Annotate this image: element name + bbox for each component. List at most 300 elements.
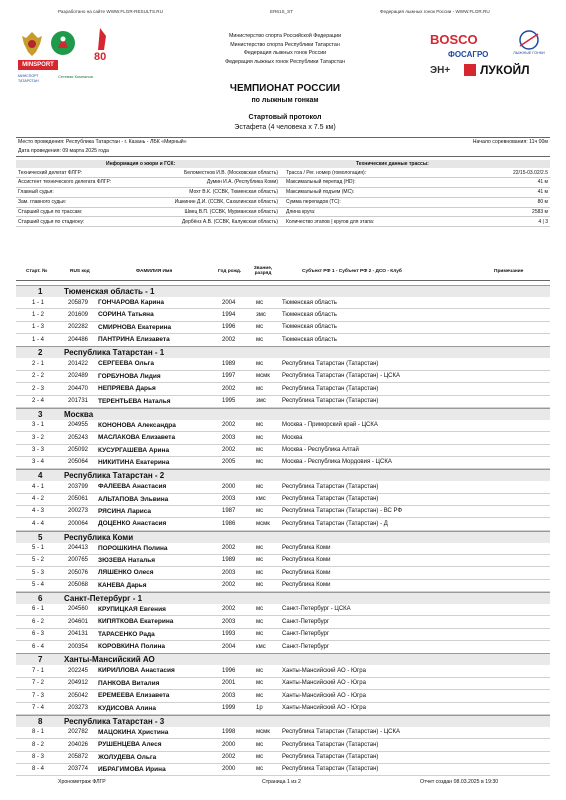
athlete-rus-code: 204413 bbox=[68, 545, 89, 552]
athlete-year: 2002 bbox=[222, 385, 236, 392]
athlete-rus-code: 205064 bbox=[68, 459, 89, 466]
top-center-text: ER61S_ST bbox=[270, 9, 293, 14]
protocol-heading bbox=[160, 113, 410, 132]
team-header bbox=[16, 408, 550, 420]
athlete-rus-code: 204912 bbox=[68, 680, 89, 687]
athlete-name: ДОЦЕНКО Анастасия bbox=[98, 520, 167, 528]
athlete-name: ПОРОШКИНА Полина bbox=[98, 544, 168, 552]
track-value: 80 м bbox=[537, 199, 548, 206]
athlete-bib: 6 - 4 bbox=[32, 643, 45, 650]
athlete-rus-code: 204026 bbox=[68, 741, 89, 748]
team-header bbox=[16, 531, 550, 543]
athlete-name: ГОНЧАРОВА Карина bbox=[98, 299, 164, 306]
athlete-row bbox=[16, 739, 550, 751]
fosagro-logo: ФОСАГРО bbox=[448, 50, 489, 59]
athlete-name: СМИРНОВА Екатерина bbox=[98, 323, 172, 331]
jury-header bbox=[16, 160, 550, 168]
athlete-rus-code: 205872 bbox=[68, 754, 89, 761]
athlete-year: 2004 bbox=[222, 643, 236, 650]
athlete-rank: мс bbox=[256, 324, 264, 331]
athlete-year: 2003 bbox=[222, 496, 236, 503]
athlete-year: 2005 bbox=[222, 459, 236, 466]
team-name: Республика Татарстан - 3 bbox=[64, 716, 165, 726]
athlete-row bbox=[16, 543, 550, 555]
athlete-bib: 1 - 2 bbox=[32, 311, 45, 318]
athlete-rus-code: 202489 bbox=[68, 373, 89, 380]
athlete-rank: мс bbox=[256, 569, 264, 576]
left-logos bbox=[18, 30, 138, 90]
setevaya-logo: Сетевая Компания bbox=[58, 74, 93, 79]
team-header bbox=[16, 346, 550, 358]
team-name: Москва bbox=[64, 409, 94, 419]
start-time-text: Начало соревнования: 11ч 00м bbox=[472, 139, 548, 145]
athlete-region: Республика Татарстан (Татарстан) bbox=[282, 754, 379, 761]
team-name: Тюменская область - 1 bbox=[64, 287, 155, 296]
athlete-name: НЕПРЯЕВА Дарья bbox=[98, 385, 156, 393]
track-param: Максимальный перепад (HD): bbox=[286, 179, 356, 186]
track-value: 4 | 3 bbox=[538, 218, 548, 225]
athlete-row bbox=[16, 494, 550, 506]
athlete-year: 2003 bbox=[222, 692, 236, 699]
athlete-year: 1989 bbox=[222, 360, 236, 367]
athlete-rank: мс bbox=[256, 299, 264, 306]
athlete-region: Москва bbox=[282, 434, 303, 441]
sport-tatarstan-logo: МИНСПОРТ ТАТАРСТАН bbox=[18, 74, 39, 83]
athlete-year: 2003 bbox=[222, 569, 236, 576]
team-block bbox=[16, 592, 550, 653]
athlete-rank: мс bbox=[256, 582, 264, 589]
athlete-row bbox=[16, 764, 550, 776]
athlete-rus-code: 203273 bbox=[68, 705, 89, 712]
track-param: Максимальный подъем (MC): bbox=[286, 189, 355, 196]
team-header bbox=[16, 653, 550, 665]
athlete-region: Республика Татарстан (Татарстан) - ЦСКА bbox=[282, 373, 401, 380]
athlete-bib: 4 - 4 bbox=[32, 520, 45, 527]
athlete-name: ПАНТРИНА Елизавета bbox=[98, 336, 170, 344]
jury-row bbox=[16, 217, 550, 227]
team-header bbox=[16, 715, 550, 727]
jury-table bbox=[16, 160, 550, 227]
athlete-rus-code: 205092 bbox=[68, 447, 89, 454]
athlete-region: Санкт-Петербург bbox=[282, 618, 330, 625]
track-value: 2583 м bbox=[532, 209, 548, 216]
team-block bbox=[16, 469, 550, 530]
jury-name: Беломестнов И.В. (Московская область) bbox=[184, 169, 278, 176]
col-name: ФАМИЛИЯ Имя bbox=[136, 269, 173, 274]
jury-row bbox=[16, 178, 550, 188]
athlete-bib: 2 - 4 bbox=[32, 398, 45, 405]
athlete-name: ЛЯШЕНКО Олеся bbox=[98, 569, 154, 577]
athlete-row bbox=[16, 457, 550, 469]
athlete-name: ЕРЕМЕЕВА Елизавета bbox=[98, 692, 170, 700]
athlete-row bbox=[16, 358, 550, 370]
footer-left: Хронометраж ФЛГР bbox=[58, 779, 106, 785]
athlete-row bbox=[16, 616, 550, 628]
athlete-name: КРУПИЦКАЯ Евгения bbox=[98, 605, 166, 613]
athlete-region: Республика Татарстан (Татарстан) bbox=[282, 385, 379, 392]
athlete-rus-code: 204601 bbox=[68, 618, 89, 625]
jury-row bbox=[16, 198, 550, 208]
athlete-rank: мс bbox=[256, 545, 264, 552]
athlete-region: Ханты-Мансийский АО - Югра bbox=[282, 667, 366, 674]
athlete-region: Ханты-Мансийский АО - Югра bbox=[282, 692, 366, 699]
athlete-name: РЯСИНА Лариса bbox=[98, 507, 152, 515]
athlete-row bbox=[16, 752, 550, 764]
athlete-rus-code: 202782 bbox=[68, 729, 89, 736]
athlete-rus-code: 200273 bbox=[68, 508, 89, 515]
athlete-row bbox=[16, 396, 550, 408]
athlete-rank: мс bbox=[256, 667, 264, 674]
athlete-name: ЖОЛУДЕВА Ольга bbox=[98, 753, 157, 761]
athlete-rank: мс bbox=[256, 422, 264, 429]
athlete-rus-code: 205076 bbox=[68, 569, 89, 576]
athlete-bib: 8 - 3 bbox=[32, 754, 45, 761]
lukoil-mark-icon bbox=[464, 64, 476, 76]
athlete-year: 2002 bbox=[222, 336, 236, 343]
athlete-year: 2002 bbox=[222, 545, 236, 552]
team-number: 6 bbox=[38, 593, 43, 603]
col-region: Субъект РФ 1 - Субъект РФ 2 - ДСО - Клуб bbox=[302, 269, 402, 274]
athlete-bib: 5 - 2 bbox=[32, 557, 45, 564]
athlete-row bbox=[16, 445, 550, 457]
athlete-region: Москва - Приморский край - ЦСКА bbox=[282, 422, 378, 429]
athlete-name: МАСЛАКОВА Елизавета bbox=[98, 434, 176, 442]
team-number: 3 bbox=[38, 409, 43, 419]
team-number: 5 bbox=[38, 532, 43, 542]
athlete-region: Республика Татарстан (Татарстан) bbox=[282, 483, 379, 490]
athlete-year: 1994 bbox=[222, 311, 236, 318]
athlete-bib: 6 - 3 bbox=[32, 631, 45, 638]
track-value: 22/15-03.02/2.5 bbox=[512, 169, 548, 176]
athlete-region: Республика Татарстан (Татарстан) - ЦСКА bbox=[282, 729, 401, 736]
athlete-rus-code: 202245 bbox=[68, 667, 89, 674]
team-header bbox=[16, 469, 550, 481]
athlete-row bbox=[16, 309, 550, 321]
athlete-name: КИРИЛЛОВА Анастасия bbox=[98, 667, 175, 675]
jury-row bbox=[16, 188, 550, 198]
athlete-row bbox=[16, 580, 550, 592]
athlete-bib: 8 - 4 bbox=[32, 766, 45, 773]
jury-header-left: Информация о жюри и ГСК: bbox=[106, 161, 176, 167]
athlete-name: ПАНКОВА Виталия bbox=[98, 679, 160, 687]
athlete-rank: мс bbox=[256, 692, 264, 699]
athlete-rank: мс bbox=[256, 336, 264, 343]
track-param: Длина круга: bbox=[286, 209, 316, 216]
athlete-rank: мс bbox=[256, 447, 264, 454]
athlete-bib: 7 - 3 bbox=[32, 692, 45, 699]
divider bbox=[16, 137, 550, 138]
athlete-row bbox=[16, 678, 550, 690]
athlete-row bbox=[16, 727, 550, 739]
athlete-bib: 4 - 3 bbox=[32, 508, 45, 515]
athlete-name: ТАРАСЕНКО Рада bbox=[98, 630, 155, 638]
minsport-logo: MINSPORT bbox=[18, 60, 58, 70]
jury-header-right: Технические данные трассы: bbox=[356, 161, 429, 167]
athlete-row bbox=[16, 629, 550, 641]
page-title: ЧЕМПИОНАТ РОССИИ bbox=[229, 83, 341, 94]
athlete-name: ГОРБУНОВА Лидия bbox=[98, 372, 161, 380]
athlete-rus-code: 203799 bbox=[68, 483, 89, 490]
athlete-rank: мс bbox=[256, 459, 264, 466]
athlete-bib: 6 - 1 bbox=[32, 606, 45, 613]
athlete-year: 1996 bbox=[222, 324, 236, 331]
top-right-text: Федерация лыжных гонок России - WWW.FLGR.RU bbox=[380, 9, 490, 14]
athlete-region: Санкт-Петербург - ЦСКА bbox=[282, 606, 351, 613]
athlete-rank: кмс bbox=[256, 643, 266, 650]
tatarstan-logo-icon bbox=[50, 30, 76, 56]
col-year: Год рожд. bbox=[218, 269, 242, 274]
athlete-region: Республика Татарстан (Татарстан) bbox=[282, 360, 379, 367]
jury-role: Старший судья по трассам: bbox=[18, 209, 83, 216]
athlete-name: КУДИСОВА Алина bbox=[98, 704, 156, 712]
team-number: 8 bbox=[38, 716, 43, 726]
jury-name: Ишкинин Д.И. (ССВК, Сахалинская область) bbox=[174, 199, 278, 206]
athlete-rank: мс bbox=[256, 434, 264, 441]
athlete-region: Тюменская область bbox=[282, 324, 337, 331]
top-left-text: Разработано на сайте WWW.FLGR-RESULTS.RU bbox=[58, 9, 163, 14]
athlete-region: Республика Татарстан (Татарстан) - ВС РФ bbox=[282, 508, 403, 515]
athlete-bib: 8 - 2 bbox=[32, 741, 45, 748]
athlete-year: 2000 bbox=[222, 766, 236, 773]
athlete-row bbox=[16, 567, 550, 579]
athlete-row bbox=[16, 334, 550, 346]
athlete-bib: 7 - 2 bbox=[32, 680, 45, 687]
athlete-bib: 4 - 1 bbox=[32, 483, 45, 490]
athlete-rus-code: 204560 bbox=[68, 606, 89, 613]
athlete-year: 1989 bbox=[222, 557, 236, 564]
jury-row bbox=[16, 168, 550, 178]
athlete-region: Санкт-Петербург bbox=[282, 631, 330, 638]
athlete-rank: мс bbox=[256, 741, 264, 748]
athlete-year: 1998 bbox=[222, 729, 236, 736]
athlete-bib: 1 - 4 bbox=[32, 336, 45, 343]
athlete-year: 2002 bbox=[222, 422, 236, 429]
athlete-region: Республика Коми bbox=[282, 582, 331, 589]
athlete-rus-code: 204486 bbox=[68, 336, 89, 343]
team-block bbox=[16, 653, 550, 714]
athlete-region: Тюменская область bbox=[282, 311, 337, 318]
col-note: Примечание bbox=[494, 269, 524, 274]
right-logos bbox=[430, 32, 550, 92]
athlete-region: Тюменская область bbox=[282, 299, 337, 306]
team-name: Республика Татарстан - 2 bbox=[64, 471, 165, 481]
team-name: Республика Татарстан - 1 bbox=[64, 348, 165, 358]
athlete-bib: 5 - 4 bbox=[32, 582, 45, 589]
athlete-bib: 5 - 1 bbox=[32, 545, 45, 552]
athlete-rank: мс bbox=[256, 680, 264, 687]
athlete-name: ФАЛЕЕВА Анастасия bbox=[98, 483, 167, 491]
athlete-name: АЛЬТАПОВА Эльвина bbox=[98, 495, 169, 503]
jury-row bbox=[16, 208, 550, 218]
athlete-year: 1997 bbox=[222, 373, 236, 380]
athlete-region: Ханты-Мансийский АО - Югра bbox=[282, 680, 366, 687]
athlete-year: 2000 bbox=[222, 741, 236, 748]
venue-text: Место проведения: Республика Татарстан - г. Казань - ЛБК «Мирный» bbox=[18, 139, 187, 145]
athlete-row bbox=[16, 383, 550, 395]
athlete-region: Москва - Республика Мордовия - ЦСКА bbox=[282, 459, 392, 466]
jury-name: Мохт В.К. (ССВК, Тюменская область) bbox=[189, 189, 278, 196]
footer-right: Отчет создан 08.03.2025 в 19:30 bbox=[420, 779, 499, 785]
athlete-bib: 3 - 2 bbox=[32, 434, 45, 441]
athlete-rus-code: 201422 bbox=[68, 360, 89, 367]
athlete-rus-code: 201731 bbox=[68, 398, 89, 405]
team-header bbox=[16, 285, 550, 297]
divider bbox=[16, 156, 550, 157]
athlete-bib: 6 - 2 bbox=[32, 618, 45, 625]
organizers bbox=[160, 32, 410, 66]
athlete-rus-code: 203774 bbox=[68, 766, 89, 773]
team-name: Ханты-Мансийский АО bbox=[64, 655, 155, 665]
athlete-region: Санкт-Петербург bbox=[282, 643, 330, 650]
athlete-bib: 3 - 4 bbox=[32, 459, 45, 466]
athlete-rus-code: 201609 bbox=[68, 311, 89, 318]
team-number: 7 bbox=[38, 655, 43, 665]
team-header bbox=[16, 592, 550, 604]
page-subtitle: по лыжным гонкам bbox=[251, 97, 319, 104]
ski-federation-text: ЛЫЖНЫЕ ГОНКИ bbox=[513, 51, 545, 55]
athlete-rank: мс bbox=[256, 385, 264, 392]
date-line bbox=[18, 148, 548, 154]
athlete-row bbox=[16, 481, 550, 493]
athlete-bib: 3 - 1 bbox=[32, 422, 45, 429]
team-block bbox=[16, 531, 550, 592]
athlete-year: 2003 bbox=[222, 434, 236, 441]
athlete-name: ЗЮЗЕВА Наталья bbox=[98, 556, 156, 564]
jury-role: Главный судья: bbox=[18, 189, 54, 196]
athlete-bib: 8 - 1 bbox=[32, 729, 45, 736]
athlete-rank: мс bbox=[256, 508, 264, 515]
athlete-year: 1987 bbox=[222, 508, 236, 515]
athlete-rus-code: 204955 bbox=[68, 422, 89, 429]
jury-role: Технический делегат ФЛГР: bbox=[18, 169, 83, 176]
athlete-rus-code: 205068 bbox=[68, 582, 89, 589]
athlete-rank: мс bbox=[256, 618, 264, 625]
athlete-rus-code: 200064 bbox=[68, 520, 89, 527]
date-text: Дата проведения: 09 марта 2025 года bbox=[18, 148, 109, 154]
protocol-title: Стартовый протокол bbox=[248, 114, 322, 121]
athlete-region: Москва - Республика Алтай bbox=[282, 447, 359, 454]
athlete-name: НИКИТИНА Екатерина bbox=[98, 458, 170, 466]
athlete-name: ИБРАГИМОВА Ирина bbox=[98, 765, 166, 773]
col-bib: Старт. № bbox=[26, 269, 48, 274]
track-param: Количество этапов | кругов для этапа: bbox=[286, 218, 375, 225]
athlete-rus-code: 204470 bbox=[68, 385, 89, 392]
athlete-bib: 2 - 3 bbox=[32, 385, 45, 392]
col-rank: Звание, разряд bbox=[253, 266, 273, 276]
athlete-name: РУШЕНЦЕВА Алеся bbox=[98, 741, 162, 749]
athlete-row bbox=[16, 371, 550, 383]
column-header bbox=[16, 266, 550, 281]
athlete-rank: кмс bbox=[256, 496, 266, 503]
athlete-year: 1993 bbox=[222, 631, 236, 638]
athlete-row bbox=[16, 690, 550, 702]
athlete-rank: мс bbox=[256, 766, 264, 773]
athlete-row bbox=[16, 604, 550, 616]
team-number: 4 bbox=[38, 471, 43, 481]
athlete-name: СОРИНА Татьяна bbox=[98, 311, 154, 319]
athlete-rank: мсмк bbox=[256, 520, 270, 527]
athlete-rank: мс bbox=[256, 483, 264, 490]
athlete-name: КУСУРГАШЕВА Арина bbox=[98, 446, 170, 454]
sport-80-logo-icon bbox=[88, 26, 124, 66]
team-name: Санкт-Петербург - 1 bbox=[64, 593, 143, 603]
athlete-year: 2002 bbox=[222, 606, 236, 613]
bosco-logo: BOSCO bbox=[430, 32, 478, 47]
team-block bbox=[16, 715, 550, 776]
team-name: Республика Коми bbox=[64, 532, 134, 542]
athlete-year: 2001 bbox=[222, 680, 236, 687]
athlete-rank: мс bbox=[256, 360, 264, 367]
athlete-region: Республика Татарстан (Татарстан) bbox=[282, 398, 379, 405]
athlete-region: Тюменская область bbox=[282, 336, 337, 343]
athlete-row bbox=[16, 297, 550, 309]
athlete-year: 2002 bbox=[222, 582, 236, 589]
track-value: 41 м bbox=[537, 189, 548, 196]
track-param: Трасса / Рег. номер (гомологация): bbox=[286, 169, 367, 176]
ski-federation-logo-icon bbox=[512, 30, 546, 60]
athlete-rus-code: 205042 bbox=[68, 692, 89, 699]
athlete-bib: 4 - 2 bbox=[32, 496, 45, 503]
athlete-rus-code: 204131 bbox=[68, 631, 89, 638]
athlete-bib: 2 - 1 bbox=[32, 360, 45, 367]
athlete-rus-code: 202282 bbox=[68, 324, 89, 331]
athlete-region: Республика Татарстан (Татарстан) bbox=[282, 741, 379, 748]
athlete-row bbox=[16, 518, 550, 530]
athlete-row bbox=[16, 420, 550, 432]
en-plus-logo: ЭН+ bbox=[430, 65, 451, 76]
svg-text:80: 80 bbox=[94, 51, 107, 63]
athlete-year: 2002 bbox=[222, 754, 236, 761]
track-param: Сумма перепадов (TC): bbox=[286, 199, 341, 206]
team-number: 2 bbox=[38, 348, 43, 358]
athlete-rank: мсмк bbox=[256, 373, 270, 380]
athlete-row bbox=[16, 665, 550, 677]
athlete-year: 2004 bbox=[222, 299, 236, 306]
athlete-name: КОРОВКИНА Полина bbox=[98, 643, 166, 651]
athlete-rank: мсмк bbox=[256, 729, 270, 736]
athlete-name: КИПЯТКОВА Екатерина bbox=[98, 618, 174, 626]
athlete-rus-code: 205243 bbox=[68, 434, 89, 441]
athlete-name: КАНЕВА Дарья bbox=[98, 581, 147, 589]
organizer-line: Федерация лыжных гонок России bbox=[243, 50, 327, 56]
athlete-rank: змс bbox=[256, 398, 266, 405]
track-value: 41 м bbox=[537, 179, 548, 186]
protocol-event: Эстафета (4 человека х 7.5 км) bbox=[234, 123, 336, 131]
footer-center: Страница 1 из 2 bbox=[262, 779, 301, 785]
jury-name: Швец В.П. (ССВК, Мурманская область) bbox=[184, 209, 278, 216]
athlete-region: Республика Коми bbox=[282, 545, 331, 552]
jury-name: Думин И.А. (Республика Коми) bbox=[206, 179, 278, 186]
venue-line bbox=[18, 139, 548, 145]
athlete-bib: 7 - 4 bbox=[32, 705, 45, 712]
athlete-rus-code: 200765 bbox=[68, 557, 89, 564]
athlete-row bbox=[16, 322, 550, 334]
athlete-row bbox=[16, 432, 550, 444]
athlete-rank: змс bbox=[256, 311, 266, 318]
athlete-rank: мс bbox=[256, 606, 264, 613]
jury-role: Ассистент технического делегата ФЛГР: bbox=[18, 179, 112, 186]
jury-role: Зам. главного судьи: bbox=[18, 199, 67, 206]
athlete-region: Республика Татарстан (Татарстан) bbox=[282, 766, 379, 773]
col-rus: RUS код bbox=[70, 269, 90, 274]
organizer-line: Министерство спорта Российской Федерации bbox=[228, 33, 342, 39]
athlete-region: Республика Татарстан (Татарстан) - Д bbox=[282, 520, 388, 527]
athlete-row bbox=[16, 555, 550, 567]
athlete-year: 1995 bbox=[222, 398, 236, 405]
athlete-name: МАЦОКИНА Христина bbox=[98, 728, 169, 736]
athlete-rank: мс bbox=[256, 557, 264, 564]
athlete-bib: 7 - 1 bbox=[32, 667, 45, 674]
